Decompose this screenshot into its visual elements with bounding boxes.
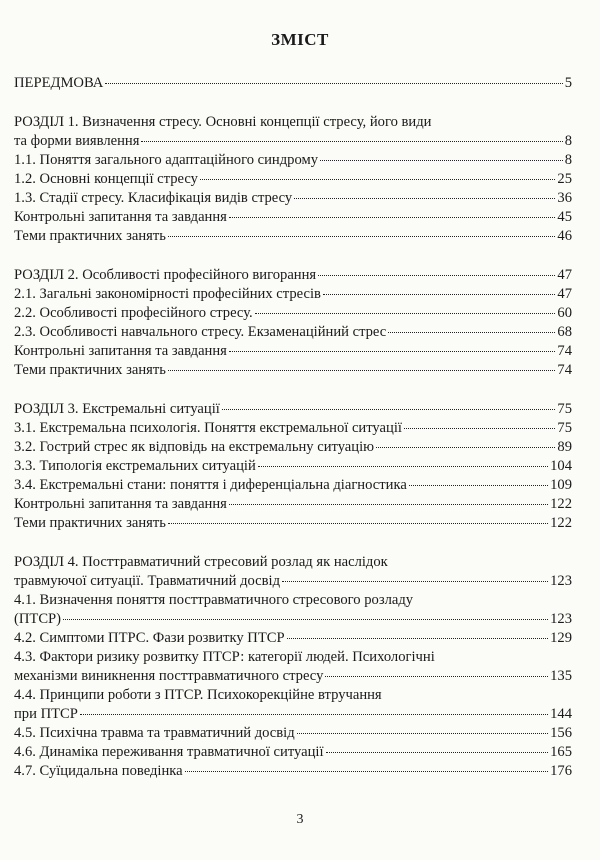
dot-leader [255,313,556,314]
toc-entry[interactable] [14,266,572,285]
toc-entry[interactable] [14,74,572,93]
toc-entry-title: 1.1. Поняття загального адаптаційного синдрому [14,152,319,168]
toc-entry-row [14,610,572,629]
dot-leader [325,676,548,677]
toc-page-number: 144 [550,706,572,722]
dot-leader [105,83,562,84]
toc-entry-row [14,419,572,438]
toc-entry-title: 3.3. Типологія екстремальних ситуацій [14,458,256,474]
toc-entry-title: Контрольні запитання та завдання [14,209,227,225]
toc-entry-title: Теми практичних занять [14,515,166,531]
toc-page-number: 68 [557,324,572,340]
toc-page-number: 75 [557,401,572,417]
toc-entry-title-line: 4.1. Визначення поняття посттравматичного стресового розладу [14,592,414,608]
toc-entry[interactable] [14,476,572,495]
toc-entry-title: 1.2. Основні концепції стресу [14,171,198,187]
toc-entry[interactable] [14,419,572,438]
toc-entry[interactable] [14,323,572,342]
toc-entry-row [14,457,572,476]
toc-entry-title: при ПТСР [14,706,78,722]
dot-leader [287,638,549,639]
toc-entry-row [14,151,572,170]
toc-entry-row [14,266,572,285]
toc-entry-title: та форми виявлення [14,133,140,149]
toc-entry-title: ПЕРЕДМОВА [14,75,104,91]
toc-entry-row [14,361,572,380]
toc-entry-row [14,208,572,227]
toc-entry-row [14,170,572,189]
toc-entry-title: Контрольні запитання та завдання [14,343,227,359]
toc-entry-title: 4.6. Динаміка переживання травматичної ситуації [14,744,324,760]
toc-entry[interactable] [14,113,572,151]
toc-entry-title: Теми практичних занять [14,228,166,244]
toc-page-number: 60 [557,305,572,321]
toc-entry-row [14,724,572,743]
page-number: 3 [296,812,304,827]
toc-page-number: 75 [557,420,572,436]
toc-entry[interactable] [14,285,572,304]
toc-entry-title: 3.4. Екстремальні стани: поняття і диференціальна діагностика [14,477,407,493]
toc-entry-row [14,285,572,304]
dot-leader [258,466,548,467]
toc-page-number: 129 [550,630,572,646]
toc-entry-title-line: 4.4. Принципи роботи з ПТСР. Психокорекційне втручання [14,687,382,703]
toc-entry-title: травмуючої ситуації. Травматичний досвід [14,573,281,589]
toc-page-number: 123 [550,611,572,627]
toc-page-number: 5 [564,75,572,91]
toc-entry-row [14,304,572,323]
section-gap [14,93,572,113]
toc-entry[interactable] [14,227,572,246]
toc-entry[interactable] [14,457,572,476]
toc-entry-row [14,189,572,208]
toc-entry-title: Теми практичних занять [14,362,166,378]
toc-entry[interactable] [14,648,572,686]
toc-entry-title: 4.7. Суїцидальна поведінка [14,763,183,779]
toc-page-number: 45 [557,209,572,225]
toc-page-number: 176 [550,763,572,779]
dot-leader [294,198,555,199]
toc-entry-row [14,342,572,361]
dot-leader [141,141,562,142]
dot-leader [409,485,548,486]
toc-page-number: 25 [557,171,572,187]
dot-leader [229,351,556,352]
page-title: ЗМІСТ [271,30,329,49]
toc-entry-row [14,667,572,686]
toc-page-number: 74 [557,362,572,378]
toc-page-number: 46 [557,228,572,244]
toc-entry-title: 2.1. Загальні закономірності професійних стресів [14,286,321,302]
toc-page-number: 8 [564,133,572,149]
toc-entry-title: 1.3. Стадії стресу. Класифікація видів стресу [14,190,293,206]
toc-entry[interactable] [14,151,572,170]
toc-entry-row [14,705,572,724]
toc-entry-title: РОЗДІЛ 3. Екстремальні ситуації [14,401,220,417]
dot-leader [168,523,548,524]
dot-leader [222,409,556,410]
dot-leader [63,619,548,620]
toc-entry-title: (ПТСР) [14,611,62,627]
toc-page-number: 104 [550,458,572,474]
dot-leader [168,236,556,237]
toc-page-number: 47 [557,267,572,283]
toc-page-number: 36 [557,190,572,206]
toc-entry-row [14,514,572,533]
toc-entry-title: 4.5. Психічна травма та травматичний досвід [14,725,295,741]
dot-leader [297,733,548,734]
toc-entry[interactable] [14,724,572,743]
toc-entry[interactable] [14,514,572,533]
toc-entry-row [14,743,572,762]
toc-page-number: 122 [550,496,572,512]
toc-entry-row [14,227,572,246]
toc-page-number: 165 [550,744,572,760]
section-gap [14,380,572,400]
toc-entry[interactable] [14,495,572,514]
toc-entry[interactable] [14,686,572,724]
toc-entry[interactable] [14,170,572,189]
toc-page-number: 123 [550,573,572,589]
dot-leader [318,275,555,276]
dot-leader [282,581,548,582]
toc-entry-title: Контрольні запитання та завдання [14,496,227,512]
toc-entry[interactable] [14,438,572,457]
dot-leader [229,504,548,505]
table-of-contents [14,74,572,781]
dot-leader [388,332,555,333]
toc-entry-row [14,476,572,495]
dot-leader [376,447,555,448]
toc-entry[interactable] [14,189,572,208]
toc-entry-row [14,132,572,151]
dot-leader [168,370,556,371]
toc-entry[interactable] [14,208,572,227]
toc-entry-title-line: 4.3. Фактори ризику розвитку ПТСР: категорії людей. Психологічні [14,649,435,665]
toc-entry-row [14,400,572,419]
toc-page-number: 156 [550,725,572,741]
toc-entry[interactable] [14,591,572,629]
toc-entry-title-line: РОЗДІЛ 4. Посттравматичний стресовий розлад як наслідок [14,554,388,570]
toc-entry-title: 4.2. Симптоми ПТРС. Фази розвитку ПТСР [14,630,285,646]
dot-leader [320,160,563,161]
dot-leader [229,217,556,218]
toc-entry-row [14,629,572,648]
toc-entry-title: 2.2. Особливості професійного стресу. [14,305,253,321]
toc-entry-row [14,438,572,457]
toc-entry[interactable] [14,762,572,781]
toc-entry[interactable] [14,304,572,323]
toc-page-number: 47 [557,286,572,302]
toc-entry-title: 3.1. Екстремальна психологія. Поняття екстремальної ситуації [14,420,402,436]
toc-entry-title: 3.2. Гострий стрес як відповідь на екстремальну ситуацію [14,439,375,455]
toc-page-number: 8 [564,152,572,168]
toc-page-number: 122 [550,515,572,531]
dot-leader [185,771,548,772]
toc-page-number: 135 [550,668,572,684]
toc-entry[interactable] [14,743,572,762]
toc-entry[interactable] [14,400,572,419]
dot-leader [404,428,555,429]
toc-entry-title-line: РОЗДІЛ 1. Визначення стресу. Основні концепції стресу, його види [14,114,432,130]
section-gap [14,533,572,553]
toc-page-number: 74 [557,343,572,359]
section-gap [14,246,572,266]
toc-entry[interactable] [14,629,572,648]
toc-entry-row [14,572,572,591]
toc-entry-title: РОЗДІЛ 2. Особливості професійного вигорання [14,267,317,283]
dot-leader [80,714,548,715]
toc-page-number: 109 [550,477,572,493]
toc-entry-title: механізми виникнення посттравматичного стресу [14,668,324,684]
dot-leader [326,752,549,753]
toc-entry-row [14,323,572,342]
dot-leader [323,294,556,295]
toc-entry-row [14,495,572,514]
toc-entry-title: 2.3. Особливості навчального стресу. Екзаменаційний стрес [14,324,387,340]
toc-entry-row [14,74,572,93]
toc-entry[interactable] [14,553,572,591]
toc-entry[interactable] [14,342,572,361]
toc-page-number: 89 [557,439,572,455]
toc-entry-row [14,762,572,781]
dot-leader [200,179,555,180]
toc-entry[interactable] [14,361,572,380]
